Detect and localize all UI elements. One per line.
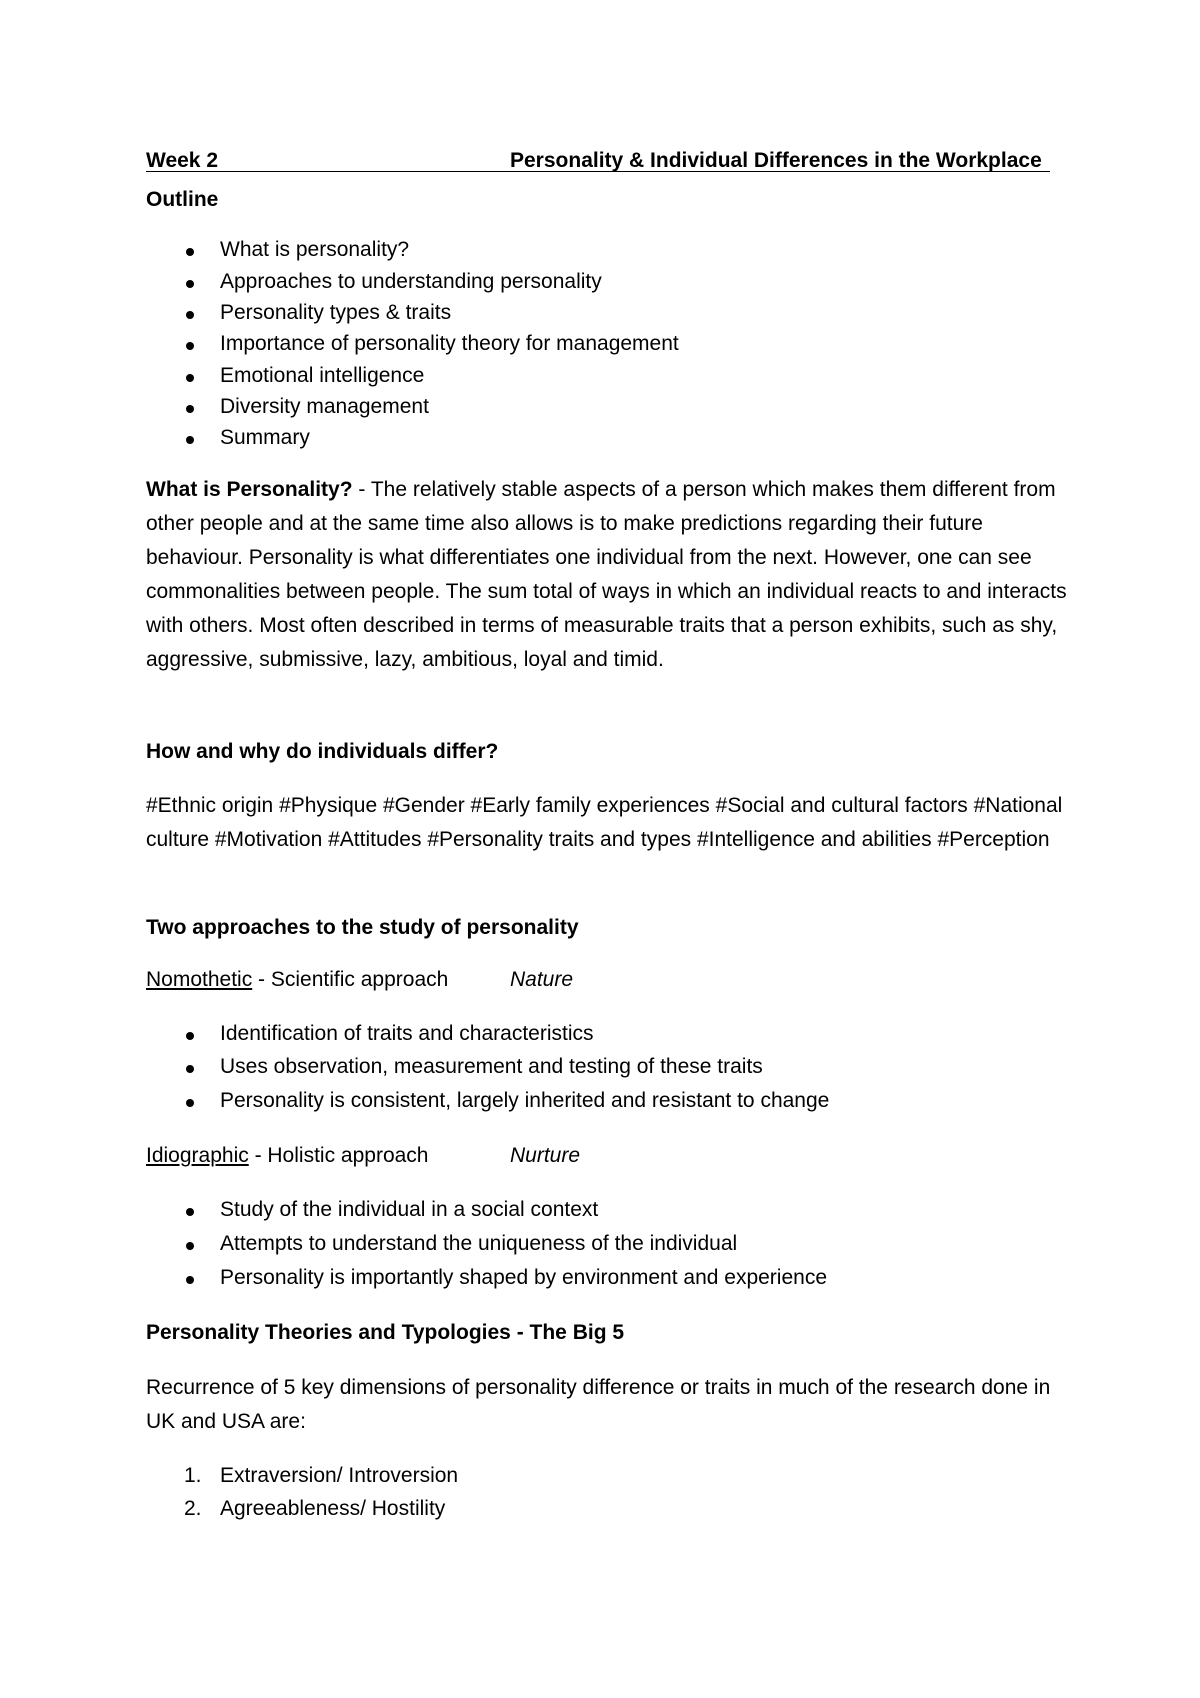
nomothetic-tag: Nature <box>510 968 574 991</box>
what-is-personality-paragraph <box>146 473 1076 677</box>
item-text: Extraversion/ Introversion <box>220 1464 459 1487</box>
differ-hashtags: #Ethnic origin #Physique #Gender #Early family experiences #Social and cultural factors #National culture #Motivation #Attitudes #Personality traits and types #Intelligence and abilities #Perception <box>146 794 1063 851</box>
bullet-icon <box>186 248 194 256</box>
document-header <box>146 149 1050 172</box>
nomothetic-line <box>146 968 448 992</box>
item-text: Agreeableness/ Hostility <box>220 1497 446 1520</box>
bullet-icon <box>186 280 194 288</box>
differ-heading: How and why do individuals differ? <box>146 740 499 763</box>
bullet-icon <box>186 1032 194 1040</box>
idiographic-term: Idiographic <box>146 1144 249 1167</box>
idiographic-line <box>146 1144 428 1168</box>
week-label: Week 2 <box>146 149 218 172</box>
big5-heading: Personality Theories and Typologies - The Big 5 <box>146 1321 625 1344</box>
bullet-icon <box>186 436 194 444</box>
what-is-personality-heading: What is Personality? <box>146 478 353 501</box>
document-title: Personality & Individual Differences in the Workplace <box>510 149 1042 172</box>
bullet-icon <box>186 405 194 413</box>
bullet-icon <box>186 1208 194 1216</box>
idiographic-tag: Nurture <box>510 1144 581 1167</box>
big5-intro: Recurrence of 5 key dimensions of personality difference or traits in much of the research done in UK and USA are: <box>146 1376 1051 1433</box>
bullet-icon <box>186 1242 194 1250</box>
what-is-personality-text: - The relatively stable aspects of a person which makes them different from other people and at the same time also allows is to make predictions regarding their future behaviour. Personality is what differentiates one individual from the next. However, one can see commonalities between people. The sum total of ways in which an individual reacts to and interacts with others. Most often described in terms of measurable traits that a person exhibits, such as shy, aggressive, submissive, lazy, ambitious, loyal and timid. <box>146 478 1067 671</box>
idiographic-desc: - Holistic approach <box>248 1144 429 1167</box>
approaches-heading: Two approaches to the study of personality <box>146 916 579 939</box>
bullet-icon <box>186 1276 194 1284</box>
outline-heading: Outline <box>146 188 219 211</box>
document-page: Week 2 Personality & Individual Differences in the Workplace Outline What is personality? Approaches to understanding personality Personality types & traits Importance of personality theory for management Emotional intelligence Diversity management Summary What is Personality? - The relatively stable aspects of a person which makes them different from other people and at the same time also allows is to make predictions regarding their future behaviour. Personality is what differentiates one individual from the next. However, one can see commonalities between people. The sum total of ways in which an individual reacts to and interacts with others. Most often described in terms of measurable traits that a person exhibits, such as shy, aggressive, submissive, lazy, ambitious, loyal and timid. How and why do individuals differ? #Ethnic origin #Physique #Gender #Early family experiences #Social and cultural factors #National culture #Motivation #Attitudes #Personality traits and types #Intelligence and abilities #Perception Two approaches to the study of personality Nomothetic - Scientific approach Nature Identification of traits and characteristics Uses observation, measurement and testing of these traits Personality is consistent, largely inherited and resistant to change Idiographic - Holistic approach Nurture Study of the individual in a social context Attempts to understand the uniqueness of the individual Personality is importantly shaped by environment and experience Personality Theories and Typologies - The Big 5 Recurrence of 5 key dimensions of personality difference or traits in much of the research done in UK and USA are: 1. Extraversion/ Introversion 2. Agreeableness/ Hostility <box>0 0 1200 1698</box>
item-number: 2. <box>184 1497 202 1520</box>
bullet-icon <box>186 311 194 319</box>
bullet-icon <box>186 374 194 382</box>
bullet-icon <box>186 1065 194 1073</box>
nomothetic-desc: - Scientific approach <box>252 968 449 991</box>
item-number: 1. <box>184 1464 202 1487</box>
nomothetic-term: Nomothetic <box>146 968 253 991</box>
bullet-icon <box>186 342 194 350</box>
bullet-icon <box>186 1099 194 1107</box>
